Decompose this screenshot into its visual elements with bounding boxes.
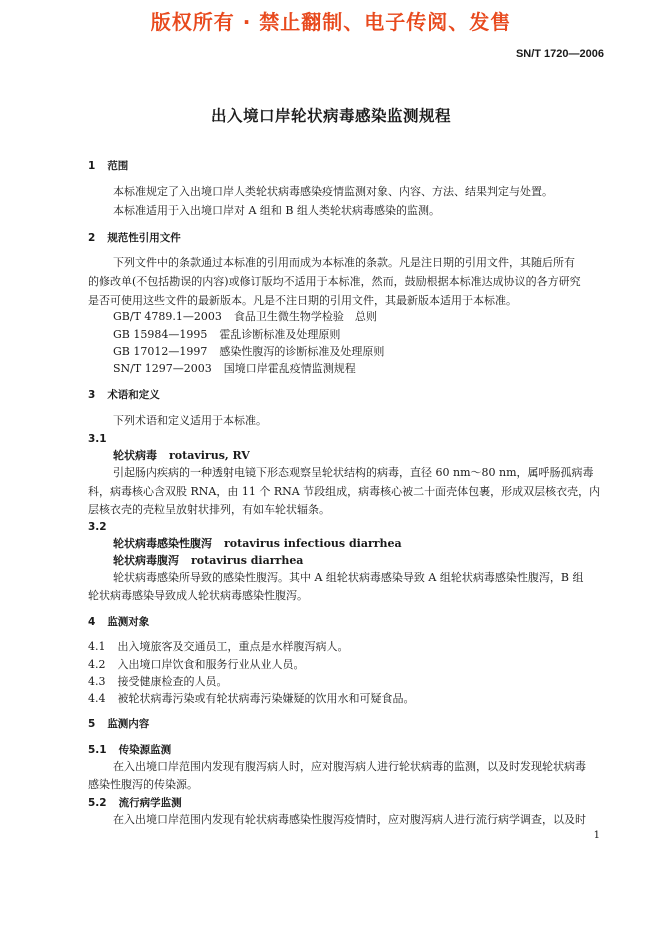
- section-number: 4: [88, 616, 96, 628]
- list-item: 4.4 被轮状病毒污染或有轮状病毒污染嫌疑的饮用水和可疑食品。: [88, 692, 415, 705]
- section-2-heading: [88, 231, 181, 245]
- reference-item: GB 15984—1995 霍乱诊断标准及处理原则: [113, 328, 341, 341]
- subsection-heading: 5.1 传染源监测: [88, 744, 172, 756]
- section-title: 术语和定义: [107, 389, 160, 401]
- section-title: 监测内容: [107, 718, 150, 730]
- reference-item: SN/T 1297—2003 国境口岸霍乱疫情监测规程: [113, 362, 356, 375]
- section-3-heading: [88, 388, 160, 402]
- paragraph-line: 的修改单(不包括勘误的内容)或修订版均不适用于本标准，然而，鼓励根据本标准达成协议的各方研究: [88, 275, 581, 288]
- paragraph-line: 下列文件中的条款通过本标准的引用而成为本标准的条款。凡是注日期的引用文件，其随后所有: [113, 256, 575, 269]
- reference-item: GB/T 4789.1—2003 食品卫生微生物学检验 总则: [113, 310, 377, 323]
- paragraph-line: 是否可使用这些文件的最新版本。凡是不注日期的引用文件，其最新版本适用于本标准。: [88, 294, 517, 307]
- term-heading: 轮状病毒 rotavirus, RV: [113, 449, 250, 462]
- term-heading: 轮状病毒感染性腹泻 rotavirus infectious diarrhea: [113, 537, 402, 550]
- section-5-heading: [88, 717, 149, 731]
- standard-code: SN/T 1720—2006: [515, 48, 604, 60]
- reference-item: GB 17012—1997 感染性腹泻的诊断标准及处理原则: [113, 345, 385, 358]
- paragraph: 本标准适用于入出境口岸对 A 组和 B 组人类轮状病毒感染的监测。: [113, 204, 441, 217]
- paragraph: 下列术语和定义适用于本标准。: [113, 414, 267, 427]
- section-number: 3: [88, 389, 96, 401]
- section-title: 范围: [107, 160, 129, 172]
- paragraph: 本标准规定了入出境口岸人类轮状病毒感染疫情监测对象、内容、方法、结果判定与处置。: [113, 185, 553, 198]
- paragraph-line: 科，病毒核心含双股 RNA，由 11 个 RNA 节段组成，病毒核心被二十面壳体包裹，形成双层核衣壳，内: [88, 485, 601, 498]
- term-heading: 轮状病毒腹泻 rotavirus diarrhea: [113, 554, 304, 567]
- paragraph-line: 层核衣壳的壳粒呈放射状排列，有如车轮状辐条。: [88, 503, 330, 516]
- section-1-heading: [88, 159, 128, 173]
- paragraph-line: 在入出境口岸范围内发现有腹泻病人时，应对腹泻病人进行轮状病毒的监测，以及时发现轮状病毒: [113, 760, 586, 773]
- list-item: 4.3 接受健康检查的人员。: [88, 675, 228, 688]
- term-number: 3.2: [88, 521, 107, 533]
- section-4-heading: [88, 615, 149, 629]
- section-number: 5: [88, 718, 96, 730]
- document-title: 出入境口岸轮状病毒感染监测规程: [210, 107, 451, 125]
- section-number: 2: [88, 232, 96, 244]
- list-item: 4.1 出入境旅客及交通员工，重点是水样腹泻病人。: [88, 640, 349, 653]
- copyright-banner: 版权所有 · 禁止翻制、电子传阅、发售: [150, 10, 512, 34]
- section-title: 规范性引用文件: [107, 232, 181, 244]
- paragraph-line: 轮状病毒感染所导致的感染性腹泻。其中 A 组轮状病毒感染导致 A 组轮状病毒感染性腹泻，B 组: [113, 571, 584, 584]
- paragraph-line: 轮状病毒感染导致成人轮状病毒感染性腹泻。: [88, 589, 308, 602]
- subsection-heading: 5.2 流行病学监测: [88, 797, 182, 809]
- page-number: 1: [593, 830, 600, 841]
- section-number: 1: [88, 160, 96, 172]
- term-number: 3.1: [88, 433, 107, 445]
- paragraph-line: 在入出境口岸范围内发现有轮状病毒感染性腹泻疫情时，应对腹泻病人进行流行病学调查，以及时: [113, 813, 586, 826]
- section-title: 监测对象: [107, 616, 150, 628]
- paragraph-line: 引起肠内疾病的一种透射电镜下形态观察呈轮状结构的病毒，直径 60 nm～80 nm，属呼肠孤病毒: [113, 466, 594, 479]
- paragraph-line: 感染性腹泻的传染源。: [88, 778, 198, 791]
- list-item: 4.2 入出境口岸饮食和服务行业从业人员。: [88, 658, 305, 671]
